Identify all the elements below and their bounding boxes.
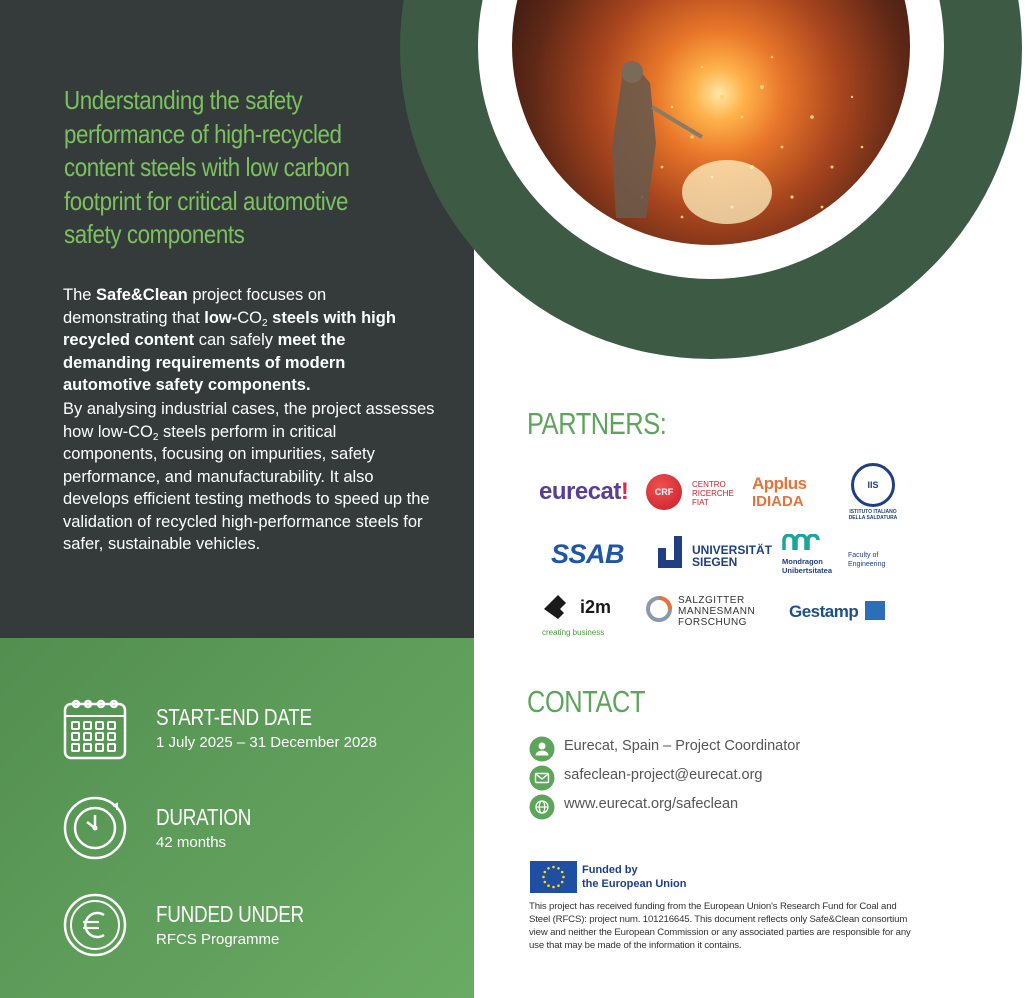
crf-text: RICERCHE	[692, 489, 734, 498]
calendar-icon	[63, 696, 127, 760]
contact-website-link[interactable]: www.eurecat.org/safeclean	[564, 796, 739, 812]
crf-text: FIAT	[692, 498, 709, 507]
i2m-tagline: creating business	[542, 628, 605, 637]
logo-uni-siegen	[658, 536, 773, 573]
mondragon-text: Unibertsitatea	[782, 566, 833, 575]
page-headline: Understanding the safety performance of high-recycled content steels with low carbon footprint for critical automotive safety components	[64, 85, 350, 250]
logo-i2m	[542, 593, 612, 637]
eu-stars-icon	[530, 861, 577, 893]
iis-text: ISTITUTO ITALIANO	[849, 509, 897, 515]
intro-text: By analysing industrial cases, the project assesses how low-CO	[63, 400, 435, 441]
eu-funding-line: Funded by	[582, 864, 638, 876]
siegen-text: SIEGEN	[692, 555, 738, 569]
siegen-mark	[658, 536, 688, 568]
intro-paragraph-1	[63, 284, 435, 397]
eu-funding-line: the European Union	[582, 877, 687, 890]
mondragon-mark	[782, 534, 820, 552]
idiada-text: IDIADA	[752, 493, 804, 510]
subscript: 2	[152, 431, 159, 443]
photo-sparks	[512, 0, 910, 245]
contact-title: CONTACT	[527, 684, 646, 719]
logo-iis	[842, 463, 904, 521]
info-title: DURATION	[156, 804, 252, 830]
siegen-text: UNIVERSITÄT	[692, 543, 773, 557]
salzgitter-text: FORSCHUNG	[678, 617, 747, 628]
logo-eurecat	[539, 478, 628, 506]
logo-ssab: SSAB	[551, 539, 625, 569]
logo-crf	[646, 474, 734, 510]
contact-text: Eurecat, Spain – Project Coordinator	[564, 738, 801, 754]
intro-emphasis: meet the demanding requirements of modern automotive safety components.	[63, 331, 346, 394]
logo-mondragon	[782, 534, 886, 575]
crf-text: CENTRO	[692, 480, 726, 489]
info-title: START-END DATE	[156, 704, 312, 730]
info-title: FUNDED UNDER	[156, 901, 304, 927]
gestamp-text: Gestamp	[789, 602, 859, 621]
mondragon-faculty: Engineering	[848, 560, 886, 568]
salzgitter-mark	[645, 595, 673, 623]
intro-text: CO	[237, 308, 262, 327]
intro-text: project focuses on demonstrating that	[63, 286, 327, 327]
intro-emphasis: low-	[204, 308, 238, 327]
globe-icon	[529, 794, 555, 820]
applus-text: Applus	[752, 474, 807, 493]
partners-title: PARTNERS:	[527, 406, 667, 441]
crf-mark: CRF	[646, 474, 682, 510]
info-value: 42 months	[156, 834, 227, 851]
iis-mark: IIS	[851, 463, 895, 507]
salzgitter-text: MANNESMANN	[678, 606, 756, 617]
funding-disclaimer: This project has received funding from the European Union's Research Fund for Coal and Steel (RFCS): project num. 101216645. This document reflects only Safe&Clean consortium view and neither the European Commission or any associated parties are responsible for any use that may be made of the information it contains.	[529, 901, 911, 951]
stopwatch-icon	[63, 796, 127, 860]
info-value: 1 July 2025 – 31 December 2028	[156, 734, 377, 751]
i2m-text: i2m	[580, 597, 612, 617]
mail-icon	[529, 765, 555, 791]
mondragon-text: Mondragon	[782, 557, 823, 566]
salzgitter-text: SALZGITTER	[678, 595, 745, 606]
iis-text: DELLA SALDATURA	[848, 515, 898, 521]
mondragon-faculty: Faculty of	[848, 552, 879, 559]
i2m-mark	[542, 593, 574, 623]
intro-text: steels perform in critical components, focusing on impurities, safety performance, and manufacturability. It also develops efficient testing methods to speed up the validation of recycled high-performance steels for safer, sustainable vehicles.	[63, 422, 430, 553]
intro-text: The	[63, 286, 97, 304]
info-value: RFCS Programme	[156, 931, 280, 948]
contact-email-link[interactable]: safeclean-project@eurecat.org	[564, 767, 763, 783]
project-name: Safe&Clean	[96, 286, 188, 304]
logo-eurecat-text: eurecat	[539, 478, 621, 505]
subscript: 2	[262, 317, 268, 329]
logo-applus-idiada	[752, 474, 807, 510]
intro-emphasis: steels with high recycled content	[63, 308, 396, 349]
eu-funding-label	[582, 864, 687, 891]
euro-icon	[63, 893, 127, 957]
gestamp-mark	[865, 601, 885, 620]
logo-salzgitter	[645, 595, 756, 628]
steelworker-photo	[512, 0, 910, 245]
eu-flag	[530, 861, 577, 893]
intro-text: can safely	[194, 331, 278, 349]
intro-paragraph-2	[63, 398, 435, 556]
logo-gestamp	[789, 601, 885, 622]
logo-eurecat-accent: !	[620, 478, 629, 505]
person-icon	[529, 736, 555, 762]
